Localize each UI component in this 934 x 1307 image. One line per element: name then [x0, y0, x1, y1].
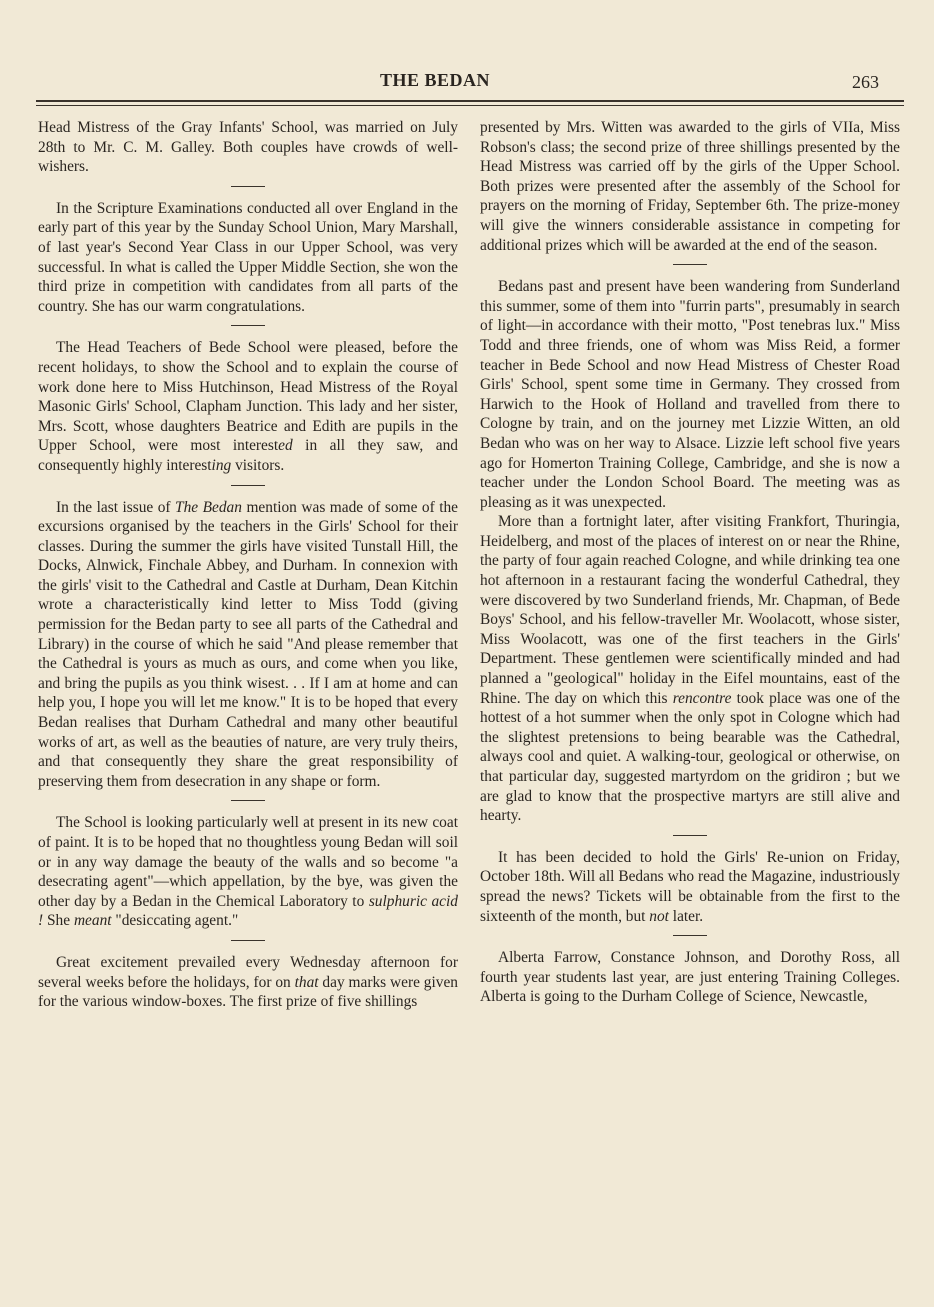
section-divider	[231, 325, 265, 326]
paragraph: The School is looking particularly well at present in its new coat of paint. It is to be hoped that no thoughtless young Bedan will soil or in any way damage the beauty of the walls and so become "a desecrating agent"—which appellation, by the bye, was given the other day by a Bedan in the Chemical Laboratory to sulphuric acid ! She meant "desiccating agent."	[38, 814, 458, 930]
section-divider	[231, 940, 265, 941]
section-divider	[673, 935, 707, 936]
paragraph: In the Scripture Examinations conducted all over England in the early part of this year by the Sunday School Union, Mary Marshall, of last year's Second Year Class in our Upper School, was very successful. In what is called the Upper Middle Section, she won the third prize in competition with candidates from all parts of the country. She has our warm congratulations.	[38, 199, 458, 315]
header-rule-thin	[36, 105, 904, 106]
running-title: THE BEDAN	[380, 70, 491, 90]
header-rule	[36, 100, 904, 102]
page-number: 263	[852, 72, 879, 92]
paragraph: Great excitement prevailed every Wednesday afternoon for several weeks before the holidays, for on that day marks were given for the various window-boxes. The first prize of five shillings	[38, 953, 458, 1011]
right-column	[480, 118, 900, 1007]
paragraph: More than a fortnight later, after visiting Frankfort, Thuringia, Heidelberg, and most of the places of interest on or near the Rhine, the party of four again reached Cologne, and while drinking tea one hot afternoon in a restaurant facing the wonderful Cathedral, they were discovered by two Sunderland friends, Mr. Chapman, of Bede Boys' School, and his fellow-traveller Mr. Woolacott, whose sister, Miss Woolacott, was one of the first teachers in the Girls' Department. These gentlemen were scientifically minded and had planned a "geological" holiday in the Eifel mountains, east of the Rhine. The day on which this rencontre took place was one of the hottest of a hot summer when the only spot in Cologne which had the slightest pretensions to being bearable was the Cathedral, always cool and quiet. A walking-tour, geological or otherwise, on that particular day, suggested martyrdom on the gridiron ; but we are glad to know that the prospective martyrs are still alive and hearty.	[480, 513, 900, 825]
section-divider	[231, 485, 265, 486]
section-divider	[231, 800, 265, 801]
section-divider	[673, 835, 707, 836]
section-divider	[673, 264, 707, 265]
paragraph: In the last issue of The Bedan mention was made of some of the excursions organised by the teachers in the Girls' School for their classes. During the summer the girls have visited Tunstall Hill, the Docks, Alnwick, Finchale Abbey, and Durham. In connexion with the girls' visit to the Cathedral and Castle at Durham, Dean Kitchin wrote a characteristically kind letter to Miss Todd (giving permission for the Bedan party to see all parts of the Cathedral and Library) in the course of which he said "And please remember that the Cathedral is yours as much as ours, and come when you like, and bring the pupils as you think wisest. . . If I am at home and can help you, I hope you will let me know." It is to be hoped that every Bedan realises that Durham Cathedral and many other beautiful works of art, as well as the beauties of nature, are very truly theirs, and that consequently they share the great responsibility of preserving them from desecration in any shape or form.	[38, 498, 458, 790]
paragraph: Bedans past and present have been wandering from Sunderland this summer, some of them into "furrin parts", presumably in search of light—in accordance with their motto, "Post tenebras lux." Miss Todd and three friends, one of whom was Miss Reid, a former teacher in Bede School and now Head Mistress of Chester Road Girls' School, spent some time in Germany. They crossed from Harwich to the Hook of Holland and travelled from there to Cologne by train, and on the journey met Lizzie Witten, an old Bedan who was on her way to Alsace. Lizzie left school five years ago for Homerton Training College, Cambridge, and she is now a teacher under the London School Board. The meeting was as pleasing as it was unexpected.	[480, 278, 900, 511]
paragraph: Alberta Farrow, Constance Johnson, and Dorothy Ross, all fourth year students last year, are just entering Training Colleges. Alberta is going to the Durham College of Science, Newcastle,	[480, 949, 900, 1006]
paragraph: presented by Mrs. Witten was awarded to the girls of VIIa, Miss Robson's class; the second prize of three shillings presented by the Head Mistress was carried off by the girls of the Upper School. Both prizes were presented after the assembly of the School for prayers on the morning of Friday, September 6th. The prize-money will give the winners considerable assistance in competing for additional prizes which will be awarded at the end of the season.	[480, 119, 900, 254]
page-header	[0, 66, 934, 96]
section-divider	[231, 186, 265, 187]
left-column	[38, 118, 458, 1012]
paragraph: It has been decided to hold the Girls' Re-union on Friday, October 18th. Will all Bedans who read the Magazine, industriously spread the news? Tickets will be obtainable from the first to the sixteenth of the month, but not later.	[480, 848, 900, 925]
paragraph: Head Mistress of the Gray Infants' School, was married on July 28th to Mr. C. M. Galley. Both couples have crowds of well-wishers.	[38, 119, 458, 176]
paragraph: The Head Teachers of Bede School were pleased, before the recent holidays, to show the School and to explain the course of work done here to Miss Hutchinson, Head Mistress of the Royal Masonic Girls' School, Clapham Junction. This lady and her sister, Mrs. Scott, whose daughters Beatrice and Edith are pupils in the Upper School, were most interested in all they saw, and consequently highly interesting visitors.	[38, 339, 458, 474]
